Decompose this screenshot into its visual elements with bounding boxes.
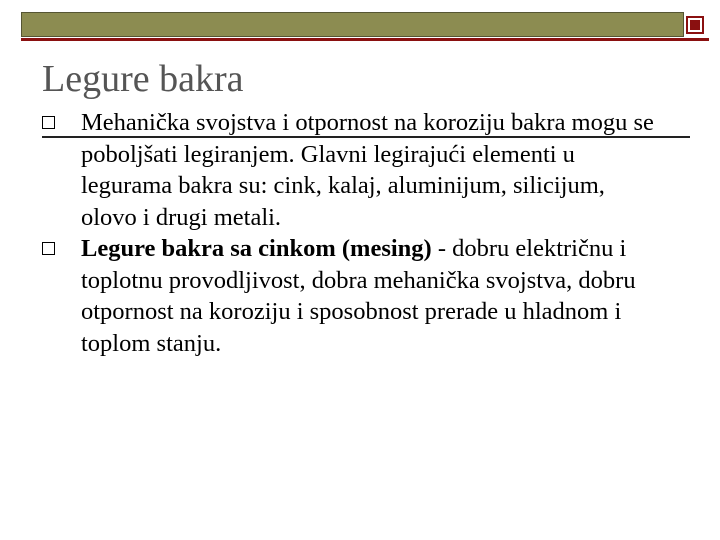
bullet-text: - dobru električnu i toplotnu provodljivost, dobra mehanička svojstva, dobru otpornost na koroziju i sposobnost prerade u hladnom i toplom stanju. (81, 235, 636, 357)
square-bullet-icon (42, 242, 55, 255)
header-accent-line (21, 38, 709, 41)
bullet-text: Mehanička svojstva i otpornost na koroziju bakra mogu se poboljšati legiranjem. Glavni legirajući elementi u legurama bakra su: cink, kalaj, aluminijum, silicijum, olovo i drugi metali. (81, 109, 654, 231)
corner-square-fill (690, 20, 700, 30)
header-bar (21, 12, 684, 37)
bullet-item (0, 233, 661, 359)
corner-square-icon (686, 16, 704, 34)
slide-title: Legure bakra (42, 58, 244, 100)
bullet-item (0, 107, 661, 233)
bullet-list (0, 107, 720, 359)
square-bullet-icon (42, 116, 55, 129)
bullet-bold-text: Legure bakra sa cinkom (mesing) (81, 235, 432, 262)
